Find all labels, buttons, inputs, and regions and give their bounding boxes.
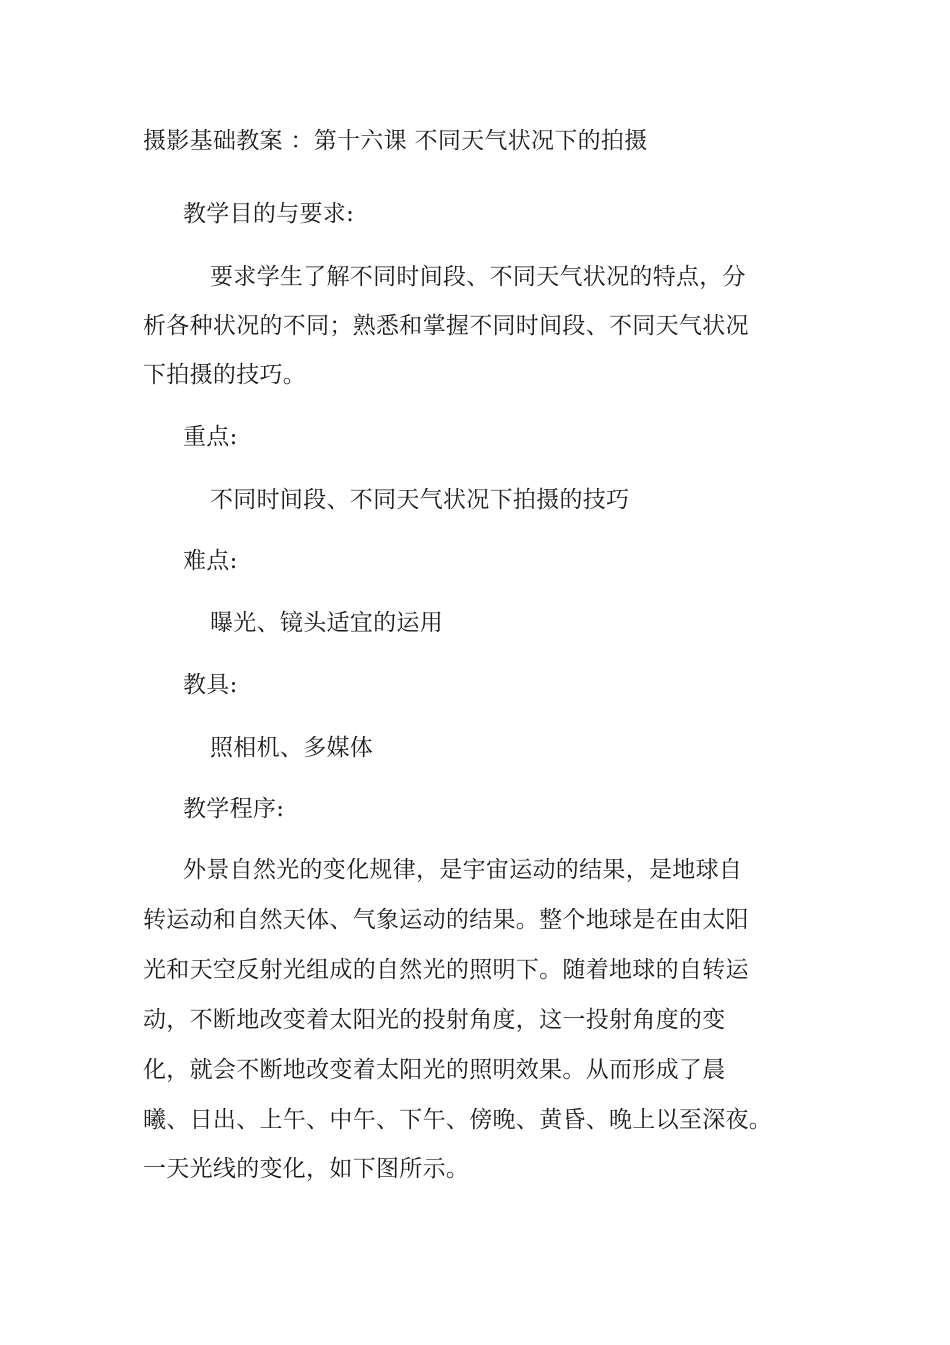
body-line-2: 转运动和自然天体、气象运动的结果。整个地球是在由太阳 bbox=[143, 907, 749, 933]
objective-line-3: 下拍摄的技巧。 bbox=[143, 362, 307, 388]
body-line-6: 曦、日出、上午、中午、下午、傍晚、黄昏、晚上以至深夜。 bbox=[143, 1107, 773, 1133]
document-title: 摄影基础教案 ：第十六课 不同天气状况下的拍摄 bbox=[143, 128, 648, 154]
tools-text: 照相机、多媒体 bbox=[210, 735, 374, 761]
tools-heading: 教具: bbox=[183, 672, 238, 698]
body-line-7: 一天光线的变化，如下图所示。 bbox=[143, 1156, 470, 1182]
difficulty-heading: 难点: bbox=[183, 548, 238, 574]
objective-heading: 教学目的与要求: bbox=[183, 201, 355, 227]
body-line-1: 外景自然光的变化规律，是宇宙运动的结果，是地球自 bbox=[183, 857, 743, 883]
key-point-text: 不同时间段、不同天气状况下拍摄的技巧 bbox=[210, 487, 630, 513]
procedure-heading: 教学程序: bbox=[183, 796, 285, 822]
body-line-5: 化，就会不断地改变着太阳光的照明效果。从而形成了晨 bbox=[143, 1057, 726, 1083]
key-point-heading: 重点: bbox=[183, 424, 238, 450]
objective-line-1: 要求学生了解不同时间段、不同天气状况的特点，分 bbox=[210, 264, 746, 290]
objective-line-2: 析各种状况的不同；熟悉和掌握不同时间段、不同天气状况 bbox=[143, 313, 749, 339]
body-line-4: 动，不断地改变着太阳光的投射角度，这一投射角度的变 bbox=[143, 1007, 726, 1033]
body-line-3: 光和天空反射光组成的自然光的照明下。随着地球的自转运 bbox=[143, 957, 749, 983]
difficulty-text: 曝光、镜头适宜的运用 bbox=[210, 610, 443, 636]
